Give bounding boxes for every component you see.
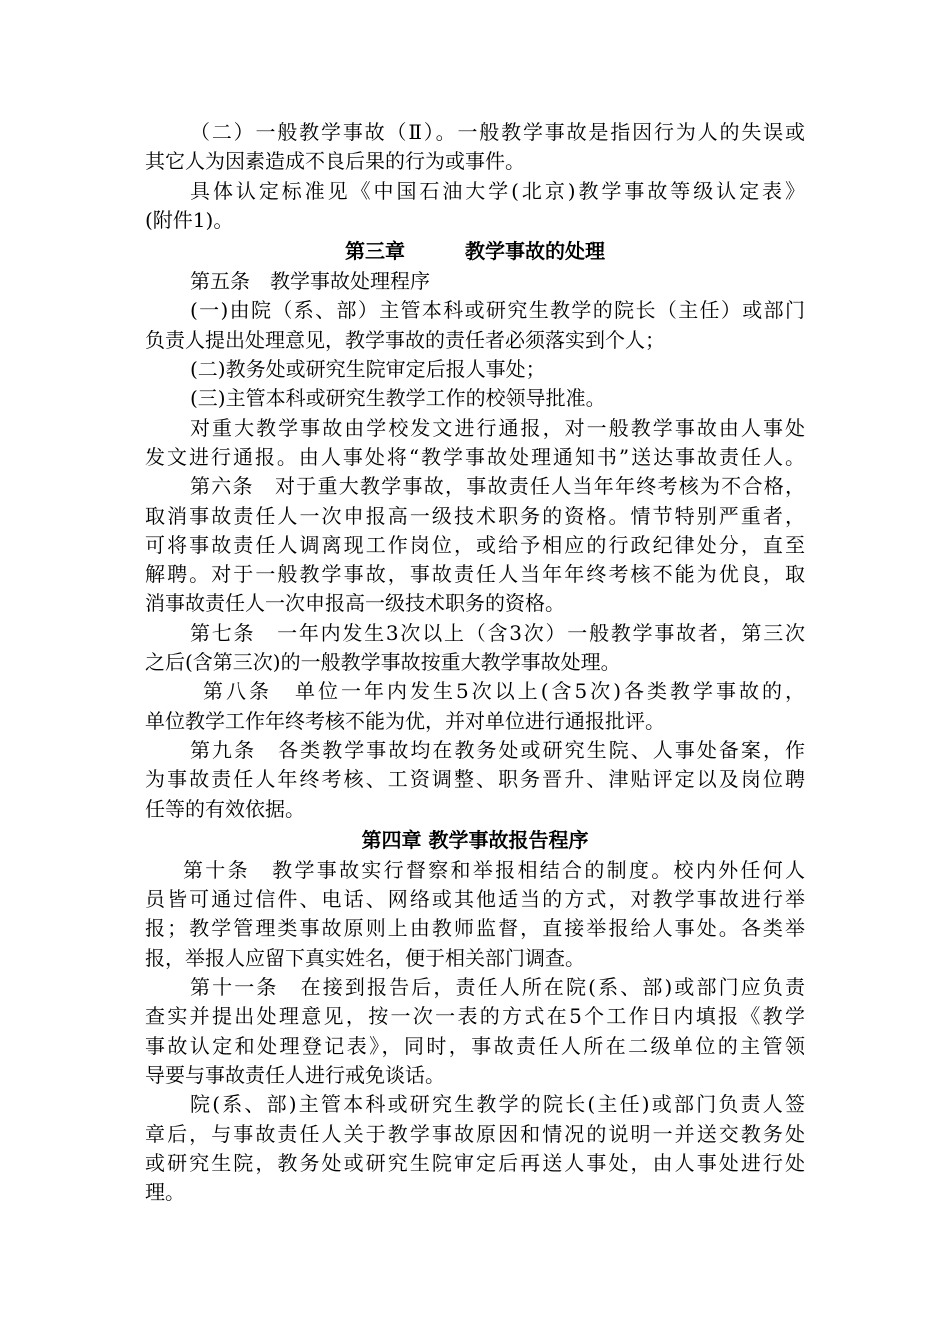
paragraph-line: （二）一般教学事故（Ⅱ）。一般教学事故是指因行为人的失误或 — [190, 120, 805, 144]
paragraph-line: (二)教务处或研究生院审定后报人事处； — [190, 357, 546, 382]
article-5-title: 第五条 教学事故处理程序 — [190, 269, 430, 294]
paragraph-line: 负责人提出处理意见，教学事故的责任者必须落实到个人； — [145, 327, 665, 352]
paragraph-line: 为事故责任人年终考核、工资调整、职务晋升、津贴评定以及岗位聘 — [145, 767, 805, 792]
paragraph-line: 第六条 对于重大教学事故，事故责任人当年年终考核为不合格， — [190, 474, 805, 499]
paragraph-line: 第十一条 在接到报告后，责任人所在院(系、部)或部门应负责 — [190, 975, 805, 1000]
paragraph-line: 发文进行通报。由人事处将“教学事故处理通知书”送达事故责任人。 — [145, 444, 805, 469]
paragraph-line: 任等的有效依据。 — [145, 796, 305, 821]
paragraph-line: 报，举报人应留下真实姓名，便于相关部门调查。 — [145, 945, 585, 970]
paragraph-line: 取消事故责任人一次申报高一级技术职务的资格。情节特别严重者， — [145, 503, 805, 528]
paragraph-line: 事故认定和处理登记表》，同时，事故责任人所在二级单位的主管领 — [145, 1033, 805, 1058]
paragraph-line: 第八条 单位一年内发生5次以上(含5次)各类教学事故的， — [203, 679, 805, 704]
article-5 — [145, 267, 805, 472]
closing-paragraph — [145, 1090, 805, 1207]
article-8 — [145, 677, 805, 736]
paragraph-line: 报；教学管理类事故原则上由教师监督，直接举报给人事处。各类举 — [145, 916, 805, 941]
paragraph-line: (附件1)。 — [145, 207, 234, 232]
article-11 — [145, 973, 805, 1090]
paragraph-line: 或研究生院，教务处或研究生院审定后再送人事处，由人事处进行处 — [145, 1150, 805, 1175]
criteria-paragraph — [145, 177, 805, 236]
paragraph-line: 第十条 教学事故实行督察和举报相结合的制度。校内外任何人 — [183, 857, 805, 882]
paragraph-line: 解聘。对于一般教学事故，事故责任人当年年终考核不能为优良，取 — [145, 562, 805, 587]
paragraph-line: 消事故责任人一次申报高一级技术职务的资格。 — [145, 591, 565, 616]
paragraph-line: 导要与事故责任人进行戒免谈话。 — [145, 1062, 445, 1087]
paragraph-line: 第九条 各类教学事故均在教务处或研究生院、人事处备案，作 — [190, 737, 805, 762]
article-6 — [145, 472, 805, 618]
article-9 — [145, 736, 805, 824]
paragraph-line: 其它人为因素造成不良后果的行为或事件。 — [145, 149, 525, 174]
paragraph-line: (三)主管本科或研究生教学工作的校领导批准。 — [190, 386, 606, 411]
article-7 — [145, 619, 805, 678]
section-general-accident — [145, 118, 805, 177]
paragraph-line: 可将事故责任人调离现工作岗位，或给予相应的行政纪律处分，直至 — [145, 532, 805, 557]
document-page — [145, 118, 805, 1207]
article-10 — [145, 856, 805, 973]
paragraph-line: 章后，与事故责任人关于教学事故原因和情况的说明一并送交教务处 — [145, 1121, 805, 1146]
paragraph-line: 员皆可通过信件、电话、网络或其他适当的方式，对教学事故进行举 — [145, 887, 805, 912]
paragraph-line: 单位教学工作年终考核不能为优，并对单位进行通报批评。 — [145, 708, 665, 733]
paragraph-line: (一)由院（系、部）主管本科或研究生教学的院长（主任）或部门 — [190, 298, 805, 323]
paragraph-line: 院(系、部)主管本科或研究生教学的院长(主任)或部门负责人签 — [190, 1092, 805, 1117]
paragraph-line: 对重大教学事故由学校发文进行通报，对一般教学事故由人事处 — [190, 415, 805, 440]
paragraph-line: 查实并提出处理意见，按一次一表的方式在5个工作日内填报《教学 — [145, 1004, 805, 1029]
paragraph-line: 理。 — [145, 1180, 185, 1205]
chapter-3-heading: 第三章 教学事故的处理 — [345, 239, 605, 264]
paragraph-line: 第七条 一年内发生3次以上（含3次）一般教学事故者，第三次 — [190, 620, 805, 645]
paragraph-line: 之后(含第三次)的一般教学事故按重大教学事故处理。 — [145, 650, 621, 675]
chapter-4-heading: 第四章 教学事故报告程序 — [361, 827, 589, 852]
paragraph-line: 具体认定标准见《中国石油大学(北京)教学事故等级认定表》 — [190, 178, 805, 203]
